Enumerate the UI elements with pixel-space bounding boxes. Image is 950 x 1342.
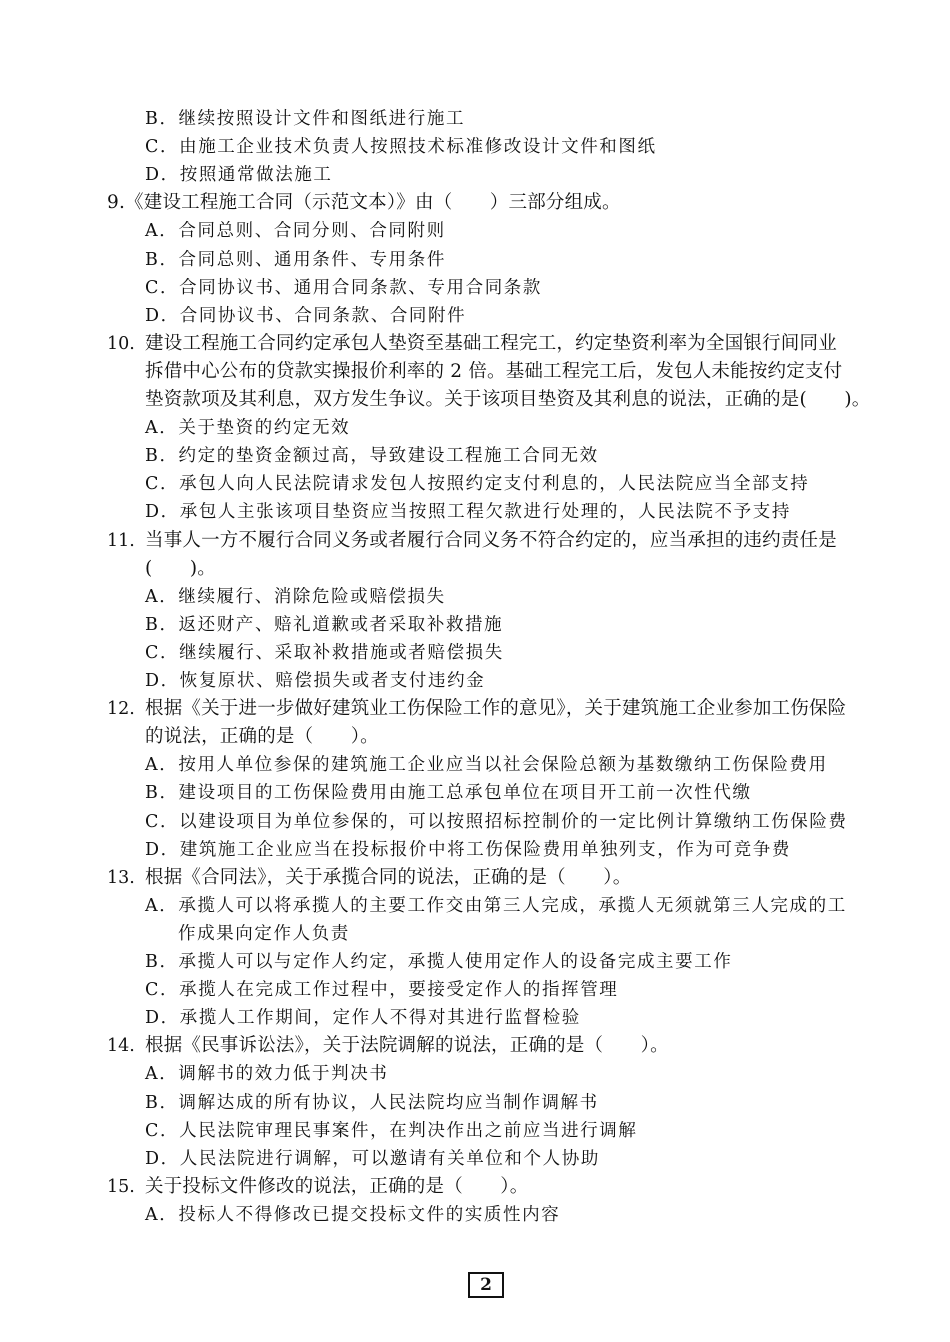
answer-option: D．恢复原状、赔偿损失或者支付违约金: [145, 671, 486, 691]
question-text: 根据《关于进一步做好建筑业工伤保险工作的意见》，关于建筑施工企业参加工伤保险: [145, 698, 847, 719]
answer-option: C．承揽人在完成工作过程中，要接受定作人的指挥管理: [145, 980, 619, 1000]
answer-option: C．以建设项目为单位参保的，可以按照招标控制价的一定比例计算缴纳工伤保险费: [145, 812, 848, 832]
answer-option: A．继续履行、消除危险或赔偿损失: [145, 587, 446, 607]
answer-option: C．继续履行、采取补救措施或者赔偿损失: [145, 643, 504, 663]
question-text: 根据《民事诉讼法》，关于法院调解的说法，正确的是（ ）。: [145, 1035, 669, 1056]
answer-option: A．按用人单位参保的建筑施工企业应当以社会保险总额为基数缴纳工伤保险费用: [145, 755, 828, 775]
question-number: 11.: [107, 531, 135, 551]
answer-option: C．合同协议书、通用合同条款、专用合同条款: [145, 278, 542, 298]
answer-option: D．合同协议书、合同条款、合同附件: [145, 306, 467, 326]
answer-option: C．由施工企业技术负责人按照技术标准修改设计文件和图纸: [145, 137, 657, 157]
answer-option: B．建设项目的工伤保险费用由施工总承包单位在项目开工前一次性代缴: [145, 783, 752, 803]
answer-option: A．关于垫资的约定无效: [145, 418, 351, 438]
question-text: 9.《建设工程施工合同（示范文本）》由（ ）三部分组成。: [107, 192, 621, 213]
question-text-continuation: 拆借中心公布的贷款实操报价利率的 2 倍。基础工程完工后，发包人未能按约定支付: [145, 361, 843, 382]
answer-option: D．按照通常做法施工: [145, 165, 333, 185]
answer-option: B．返还财产、赔礼道歉或者采取补救措施: [145, 615, 504, 635]
answer-option: C．人民法院审理民事案件，在判决作出之前应当进行调解: [145, 1121, 638, 1141]
answer-option: B．调解达成的所有协议，人民法院均应当制作调解书: [145, 1093, 599, 1113]
answer-option: D．人民法院进行调解，可以邀请有关单位和个人协助: [145, 1149, 600, 1169]
answer-option-continuation: 作成果向定作人负责: [178, 924, 350, 944]
question-number: 12.: [107, 699, 135, 719]
answer-option: D．建筑施工企业应当在投标报价中将工伤保险费用单独列支，作为可竞争费: [145, 840, 791, 860]
answer-option: B．继续按照设计文件和图纸进行施工: [145, 109, 466, 129]
answer-option: D．承包人主张该项目垫资应当按照工程欠款进行处理的，人民法院不予支持: [145, 502, 791, 522]
answer-option: D．承揽人工作期间，定作人不得对其进行监督检验: [145, 1008, 581, 1028]
question-text-continuation: ( )。: [145, 558, 216, 579]
question-number: 10.: [107, 334, 135, 354]
answer-option: B．承揽人可以与定作人约定，承揽人使用定作人的设备完成主要工作: [145, 952, 733, 972]
question-number: 13.: [107, 868, 135, 888]
page-number: 2: [468, 1272, 504, 1298]
answer-option: B．约定的垫资金额过高，导致建设工程施工合同无效: [145, 446, 599, 466]
question-text: 建设工程施工合同约定承包人垫资至基础工程完工，约定垫资利率为全国银行间同业: [145, 333, 837, 354]
answer-option: A．承揽人可以将承揽人的主要工作交由第三人完成，承揽人无须就第三人完成的工: [145, 896, 847, 916]
question-number: 14.: [107, 1036, 135, 1056]
answer-option: C．承包人向人民法院请求发包人按照约定支付利息的，人民法院应当全部支持: [145, 474, 810, 494]
question-text-continuation: 的说法，正确的是（ ）。: [145, 726, 379, 747]
question-text: 根据《合同法》，关于承揽合同的说法，正确的是（ ）。: [145, 867, 632, 888]
answer-option: A．投标人不得修改已提交投标文件的实质性内容: [145, 1205, 561, 1225]
question-text: 当事人一方不履行合同义务或者履行合同义务不符合约定的，应当承担的违约责任是: [145, 530, 837, 551]
answer-option: A．合同总则、合同分则、合同附则: [145, 221, 446, 241]
question-text: 关于投标文件修改的说法，正确的是（ ）。: [145, 1176, 529, 1197]
answer-option: B．合同总则、通用条件、专用条件: [145, 250, 446, 270]
question-number: 15.: [107, 1177, 135, 1197]
answer-option: A．调解书的效力低于判决书: [145, 1064, 389, 1084]
question-text-continuation: 垫资款项及其利息，双方发生争议。关于该项目垫资及其利息的说法，正确的是( )。: [145, 389, 871, 410]
